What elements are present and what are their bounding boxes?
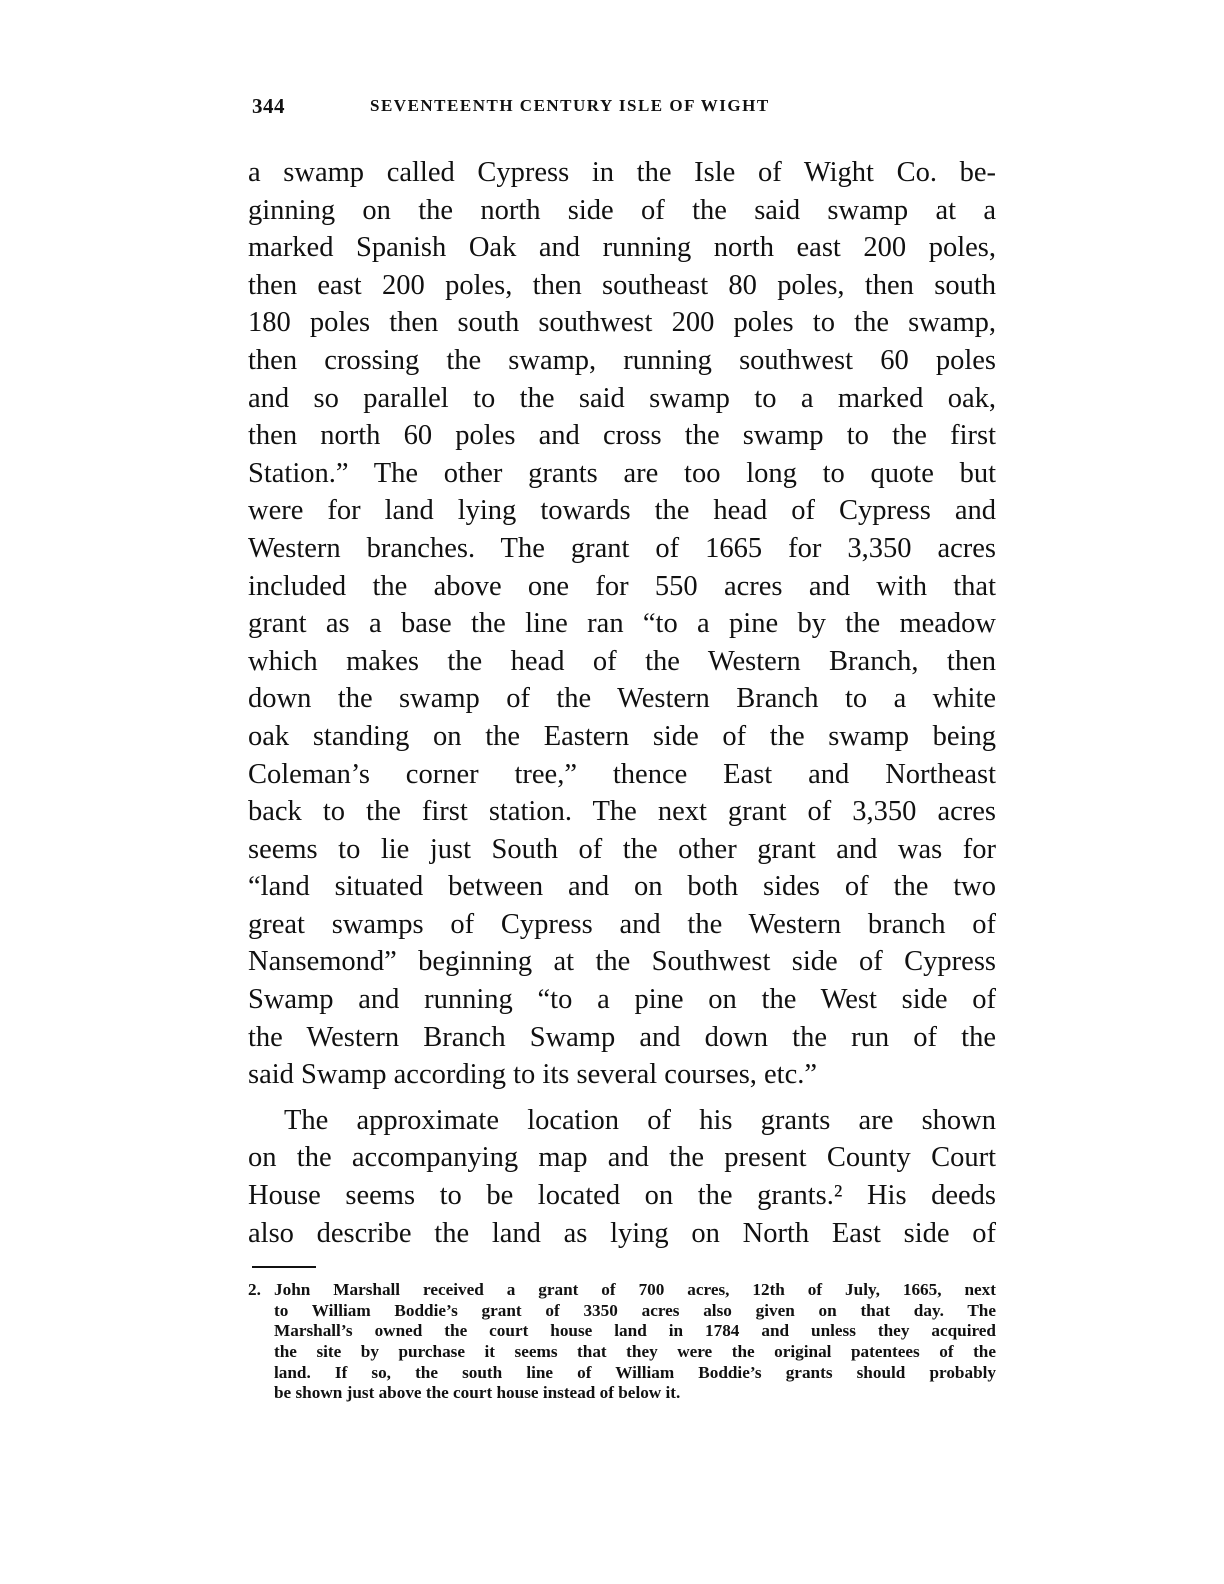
text-line: grant as a base the line ran “to a pine by the meadow	[248, 608, 996, 640]
text-line: Station.” The other grants are too long to quote but	[248, 457, 996, 489]
book-page	[248, 90, 996, 1404]
text-line: on the accompanying map and the present County Court	[248, 1142, 996, 1174]
paragraph-2	[248, 1102, 996, 1252]
text-line: The approximate location of his grants are shown	[284, 1104, 996, 1136]
text-line: Coleman’s corner tree,” thence East and Northeast	[248, 758, 996, 790]
paragraph-1	[248, 154, 996, 1094]
text-line: great swamps of Cypress and the Western branch of	[248, 908, 996, 940]
text-line: Western branches. The grant of 1665 for 3,350 acres	[248, 532, 996, 564]
text-line: were for land lying towards the head of Cypress and	[248, 495, 996, 527]
footnote-line: the site by purchase it seems that they were the original patentees of the	[274, 1342, 996, 1361]
text-line: back to the first station. The next grant of 3,350 acres	[248, 796, 996, 828]
footnote-text: John Marshall received a grant of 700 acres, 12th of July, 1665, next	[274, 1280, 996, 1300]
running-head	[248, 94, 996, 130]
footnote-line: land. If so, the south line of William Boddie’s grants should probably	[274, 1362, 996, 1382]
text-line: which makes the head of the Western Branch, then	[248, 645, 996, 677]
text-line: 180 poles then south southwest 200 poles to the swamp,	[248, 307, 996, 339]
text-line: said Swamp according to its several courses, etc.”	[248, 1059, 818, 1091]
text-line: and so parallel to the said swamp to a marked oak,	[248, 382, 996, 414]
text-line: also describe the land as lying on North East side of	[248, 1217, 996, 1249]
footnote-marker: 2.	[248, 1280, 261, 1300]
text-line: oak standing on the Eastern side of the swamp being	[248, 720, 996, 752]
footnote-line: to William Boddie’s grant of 3350 acres also given on that day. The	[274, 1300, 996, 1320]
text-line: then crossing the swamp, running southwest 60 poles	[248, 344, 996, 376]
footnote	[248, 1280, 996, 1404]
text-line: Swamp and running “to a pine on the West side of	[248, 984, 996, 1016]
footnote-line: be shown just above the court house instead of below it.	[274, 1383, 681, 1403]
text-line: then north 60 poles and cross the swamp to the first	[248, 420, 996, 452]
text-line: seems to lie just South of the other grant and was for	[248, 833, 996, 865]
footnote-line	[248, 1280, 996, 1301]
text-line: included the above one for 550 acres and with that	[248, 570, 996, 602]
running-title: SEVENTEENTH CENTURY ISLE OF WIGHT	[370, 96, 770, 115]
text-line: ginning on the north side of the said swamp at a	[248, 194, 996, 226]
text-line: “land situated between and on both sides of the two	[248, 871, 996, 903]
text-line: the Western Branch Swamp and down the run of the	[248, 1021, 996, 1053]
text-line: marked Spanish Oak and running north east 200 poles,	[248, 232, 996, 264]
text-line: Nansemond” beginning at the Southwest side of Cypress	[248, 946, 996, 978]
body-text	[248, 154, 996, 1252]
text-line: then east 200 poles, then southeast 80 poles, then south	[248, 269, 996, 301]
page-number: 344	[252, 94, 285, 118]
text-line: down the swamp of the Western Branch to a white	[248, 683, 996, 715]
footnote-line: Marshall’s owned the court house land in 1784 and unless they acquired	[274, 1321, 996, 1341]
footnote-divider	[252, 1266, 316, 1268]
text-line: House seems to be located on the grants.² His deeds	[248, 1180, 996, 1212]
paragraph-gap	[248, 1094, 996, 1102]
text-line: a swamp called Cypress in the Isle of Wight Co. be-	[248, 157, 996, 188]
